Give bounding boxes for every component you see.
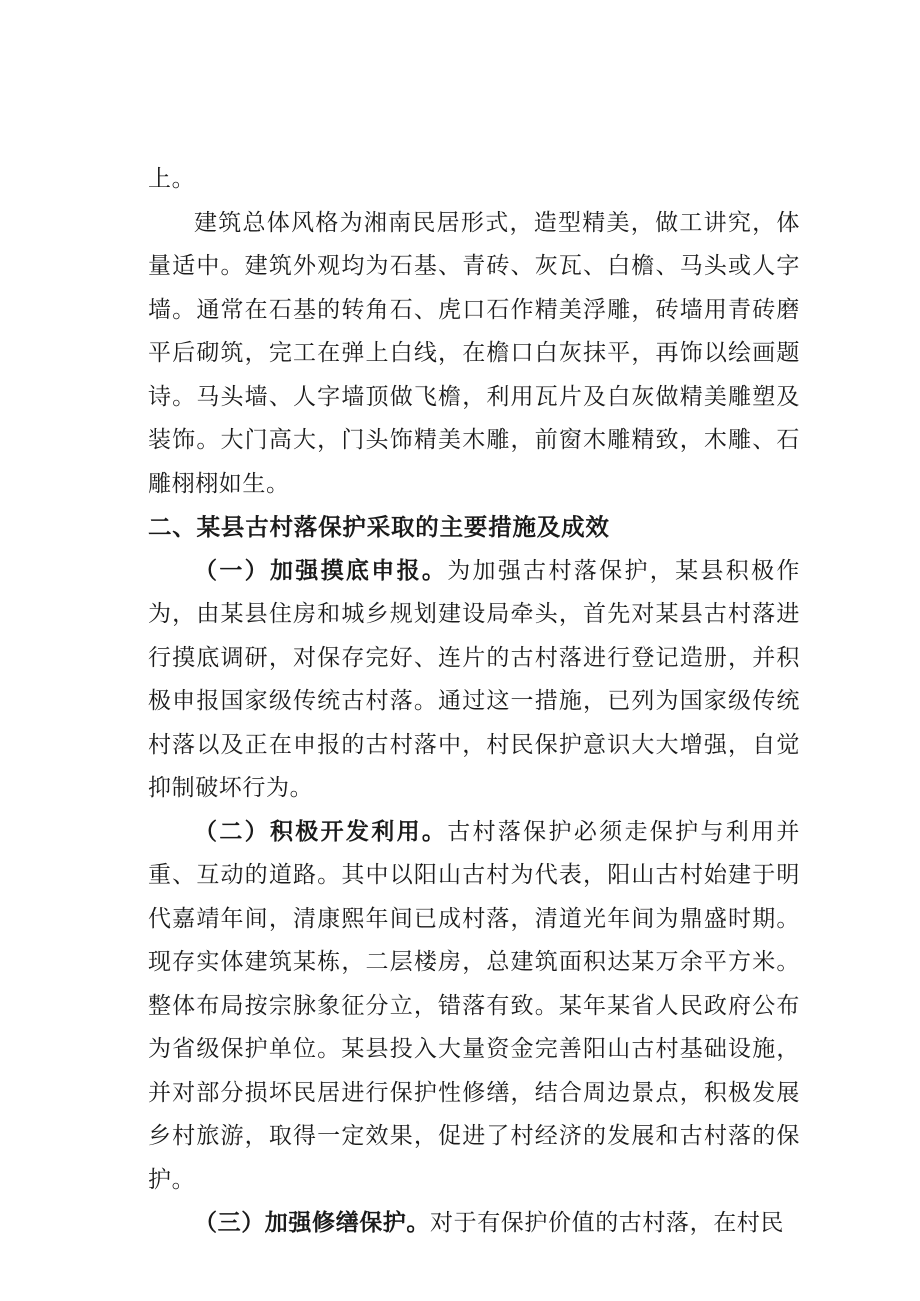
paragraph-architecture-style: 建筑总体风格为湘南民居形式，造型精美，做工讲究，体量适中。建筑外观均为石基、青砖、灰瓦、白檐、马头或人字墙。通常在石基的转角石、虎口石作精美浮雕，砖墙用青砖磨平后砌筑，完工在弹上白线，在檐口白灰抹平，再饰以绘画题诗。马头墙、人字墙顶做飞檐，利用瓦片及白灰做精美雕塑及装饰。大门高大，门头饰精美木雕，前窗木雕精致，木雕、石雕栩栩如生。	[148, 209, 800, 497]
section-heading: 二、某县古村落保护采取的主要措施及成效	[148, 513, 610, 541]
item-1-body: 为加强古村落保护，某县积极作为，由某县住房和城乡规划建设局牵头，首先对某县古村落进行摸底调研，对保存完好、连片的古村落进行登记造册，并积极申报国家级传统古村落。通过这一措施，已列为国家级传统村落以及正在申报的古村落中，村民保护意识大大增强，自觉抑制破坏行为。	[148, 557, 800, 801]
item-3-lead: （三）加强修缮保护。	[194, 1210, 430, 1236]
item-3-body: 对于有保护价值的古村落，在村民	[430, 1210, 784, 1236]
item-2-body: 古村落保护必须走保护与利用并重、互动的道路。其中以阳山古村为代表，阳山古村始建于明代嘉靖年间，清康熙年间已成村落，清道光年间为鼎盛时期。现存实体建筑某栋，二层楼房，总建筑面积达某万余平方米。整体布局按宗脉象征分立，错落有致。某年某省人民政府公布为省级保护单位。某县投入大量资金完善阳山古村基础设施，并对部分损坏民居进行保护性修缮，结合周边景点，积极发展乡村旅游，取得一定效果，促进了村经济的发展和古村落的保护。	[148, 818, 800, 1193]
item-2-lead: （二）积极开发利用。	[194, 818, 448, 845]
item-1-lead: （一）加强摸底申报。	[194, 557, 448, 584]
paragraph-continuation: 上。	[148, 166, 196, 192]
paragraph-item-2	[148, 811, 800, 1203]
paragraph-item-1	[148, 550, 800, 811]
paragraph-item-3	[148, 1202, 800, 1246]
body-text	[148, 158, 800, 1246]
